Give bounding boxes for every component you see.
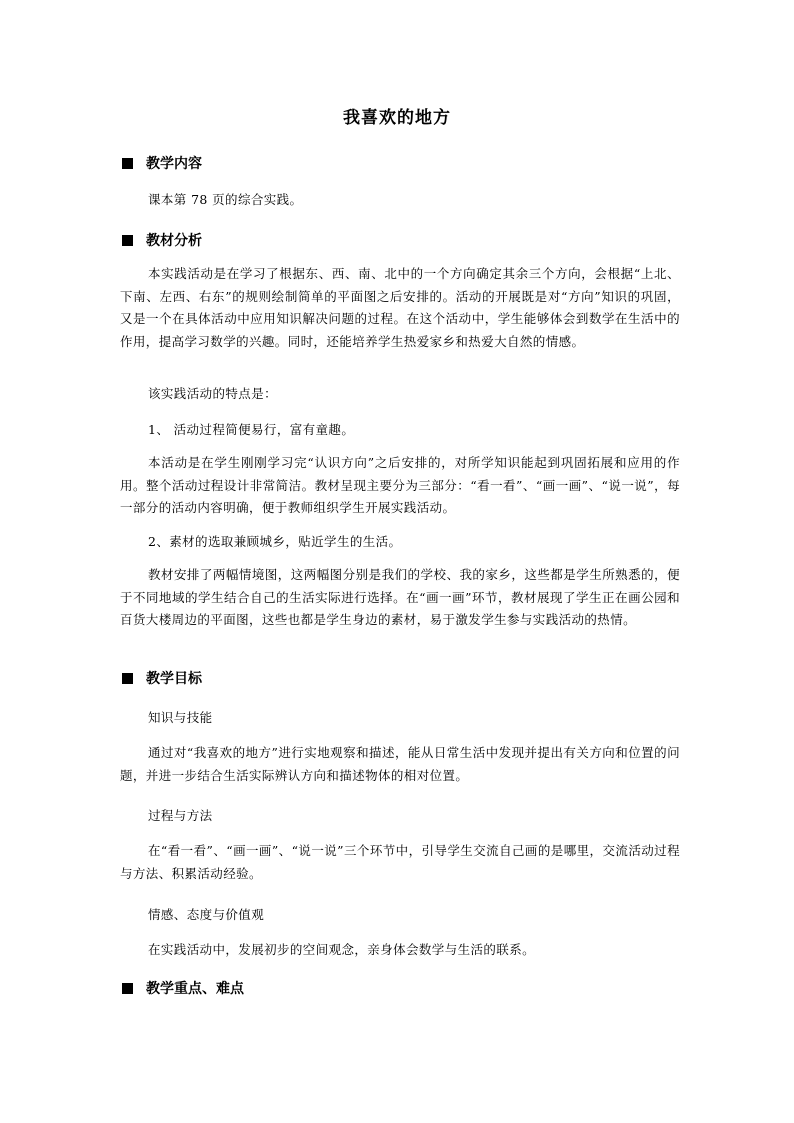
square-bullet-icon	[122, 235, 133, 246]
section-heading-label: 教学目标	[146, 671, 202, 687]
goals-subheading-emotion: 情感、态度与价值观	[148, 907, 265, 922]
analysis-paragraph-2: 该实践活动的特点是：	[148, 386, 278, 401]
analysis-paragraph-1: 本实践活动是在学习了根据东、西、南、北中的一个方向确定其余三个方向，会根据“上北、下南、左西、右东”的规则绘制简单的平面图之后安排的。活动的开展既是对“方向”知识的巩固，又是一个在具体活动中应用知识解决问题的过程。在这个活动中，学生能够体会到数学在生活中的作用，提高学习数学的兴趣。同时，还能培养学生热爱家乡和热爱大自然的情感。	[120, 266, 680, 349]
section-heading-label: 教学内容	[146, 156, 202, 172]
section-heading-label: 教学重点、难点	[146, 981, 244, 997]
goals-text-knowledge: 通过对“我喜欢的地方”进行实地观察和描述，能从日常生活中发现并提出有关方向和位置的问题，并进一步结合生活实际辨认方向和描述物体的相对位置。	[120, 745, 680, 783]
analysis-point-2: 2、素材的选取兼顾城乡，贴近学生的生活。	[148, 534, 402, 549]
content-text: 课本第 78 页的综合实践。	[148, 192, 303, 207]
goals-text-emotion: 在实践活动中，发展初步的空间观念，亲身体会数学与生活的联系。	[148, 942, 536, 957]
section-heading-keypoints	[122, 978, 244, 998]
section-heading-analysis	[122, 230, 202, 250]
section-heading-goals	[122, 668, 202, 688]
analysis-paragraph-4: 教材安排了两幅情境图，这两幅图分别是我们的学校、我的家乡，这些都是学生所熟悉的，便于不同地域的学生结合自己的生活实际进行选择。在“画一画”环节，教材展现了学生正在画公园和百货大楼周边的平面图，这些也都是学生身边的素材，易于激发学生参与实践活动的热情。	[120, 567, 680, 627]
section-heading-content	[122, 153, 202, 173]
analysis-point-1: 1、 活动过程简便易行，富有童趣。	[148, 422, 355, 437]
goals-text-process: 在“看一看”、“画一画”、“说一说”三个环节中，引导学生交流自己画的是哪里，交流活动过程与方法、积累活动经验。	[120, 843, 680, 881]
section-heading-label: 教材分析	[146, 233, 202, 249]
document-title: 我喜欢的地方	[343, 108, 451, 128]
analysis-paragraph-3: 本活动是在学生刚刚学习完“认识方向”之后安排的，对所学知识能起到巩固拓展和应用的作用。整个活动过程设计非常简洁。教材呈现主要分为三部分：“看一看”、“画一画”、“说一说”，每一部分的活动内容明确，便于教师组织学生开展实践活动。	[120, 455, 680, 515]
square-bullet-icon	[122, 673, 133, 684]
goals-subheading-knowledge: 知识与技能	[148, 710, 213, 725]
square-bullet-icon	[122, 158, 133, 169]
goals-subheading-process: 过程与方法	[148, 808, 213, 823]
square-bullet-icon	[122, 983, 133, 994]
